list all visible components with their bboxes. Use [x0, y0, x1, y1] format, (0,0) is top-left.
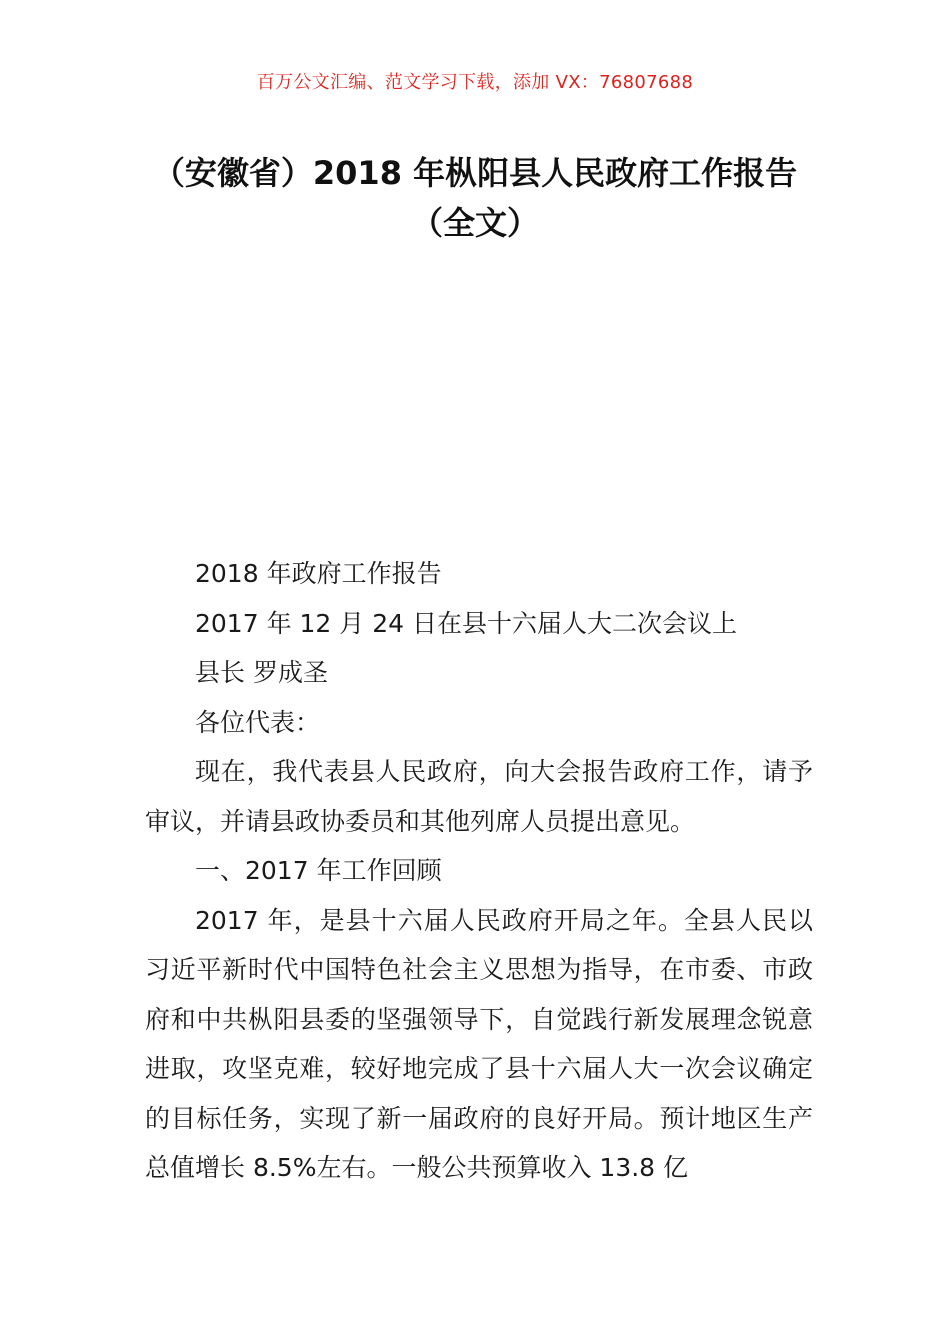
document-body	[145, 549, 813, 1193]
document-title: （安徽省）2018 年枞阳县人民政府工作报告（全文）	[152, 154, 798, 242]
section-heading-review: 一、2017 年工作回顾	[195, 856, 442, 885]
opening-paragraph: 现在，我代表县人民政府，向大会报告政府工作，请予审议，并请县政协委员和其他列席人员提出意见。	[145, 757, 813, 836]
header-promo-note: 百万公文汇编、范文学习下载，添加 VX：76807688	[256, 72, 694, 93]
meeting-date-line: 2017 年 12 月 24 日在县十六届人大二次会议上	[195, 608, 737, 638]
speaker-line: 县长 罗成圣	[195, 658, 328, 687]
report-heading: 2018 年政府工作报告	[195, 559, 442, 588]
review-paragraph: 2017 年，是县十六届人民政府开局之年。全县人民以习近平新时代中国特色社会主义思想为指导，在市委、市政府和中共枞阳县委的坚强领导下，自觉践行新发展理念锐意进取，攻坚克难，较好地完成了县十六届人大一次会议确定的目标任务，实现了新一届政府的良好开局。预计地区生产总值增长 8.5%左右。一般公共预算收入 13.8 亿	[145, 905, 813, 1182]
salutation: 各位代表：	[195, 707, 321, 737]
